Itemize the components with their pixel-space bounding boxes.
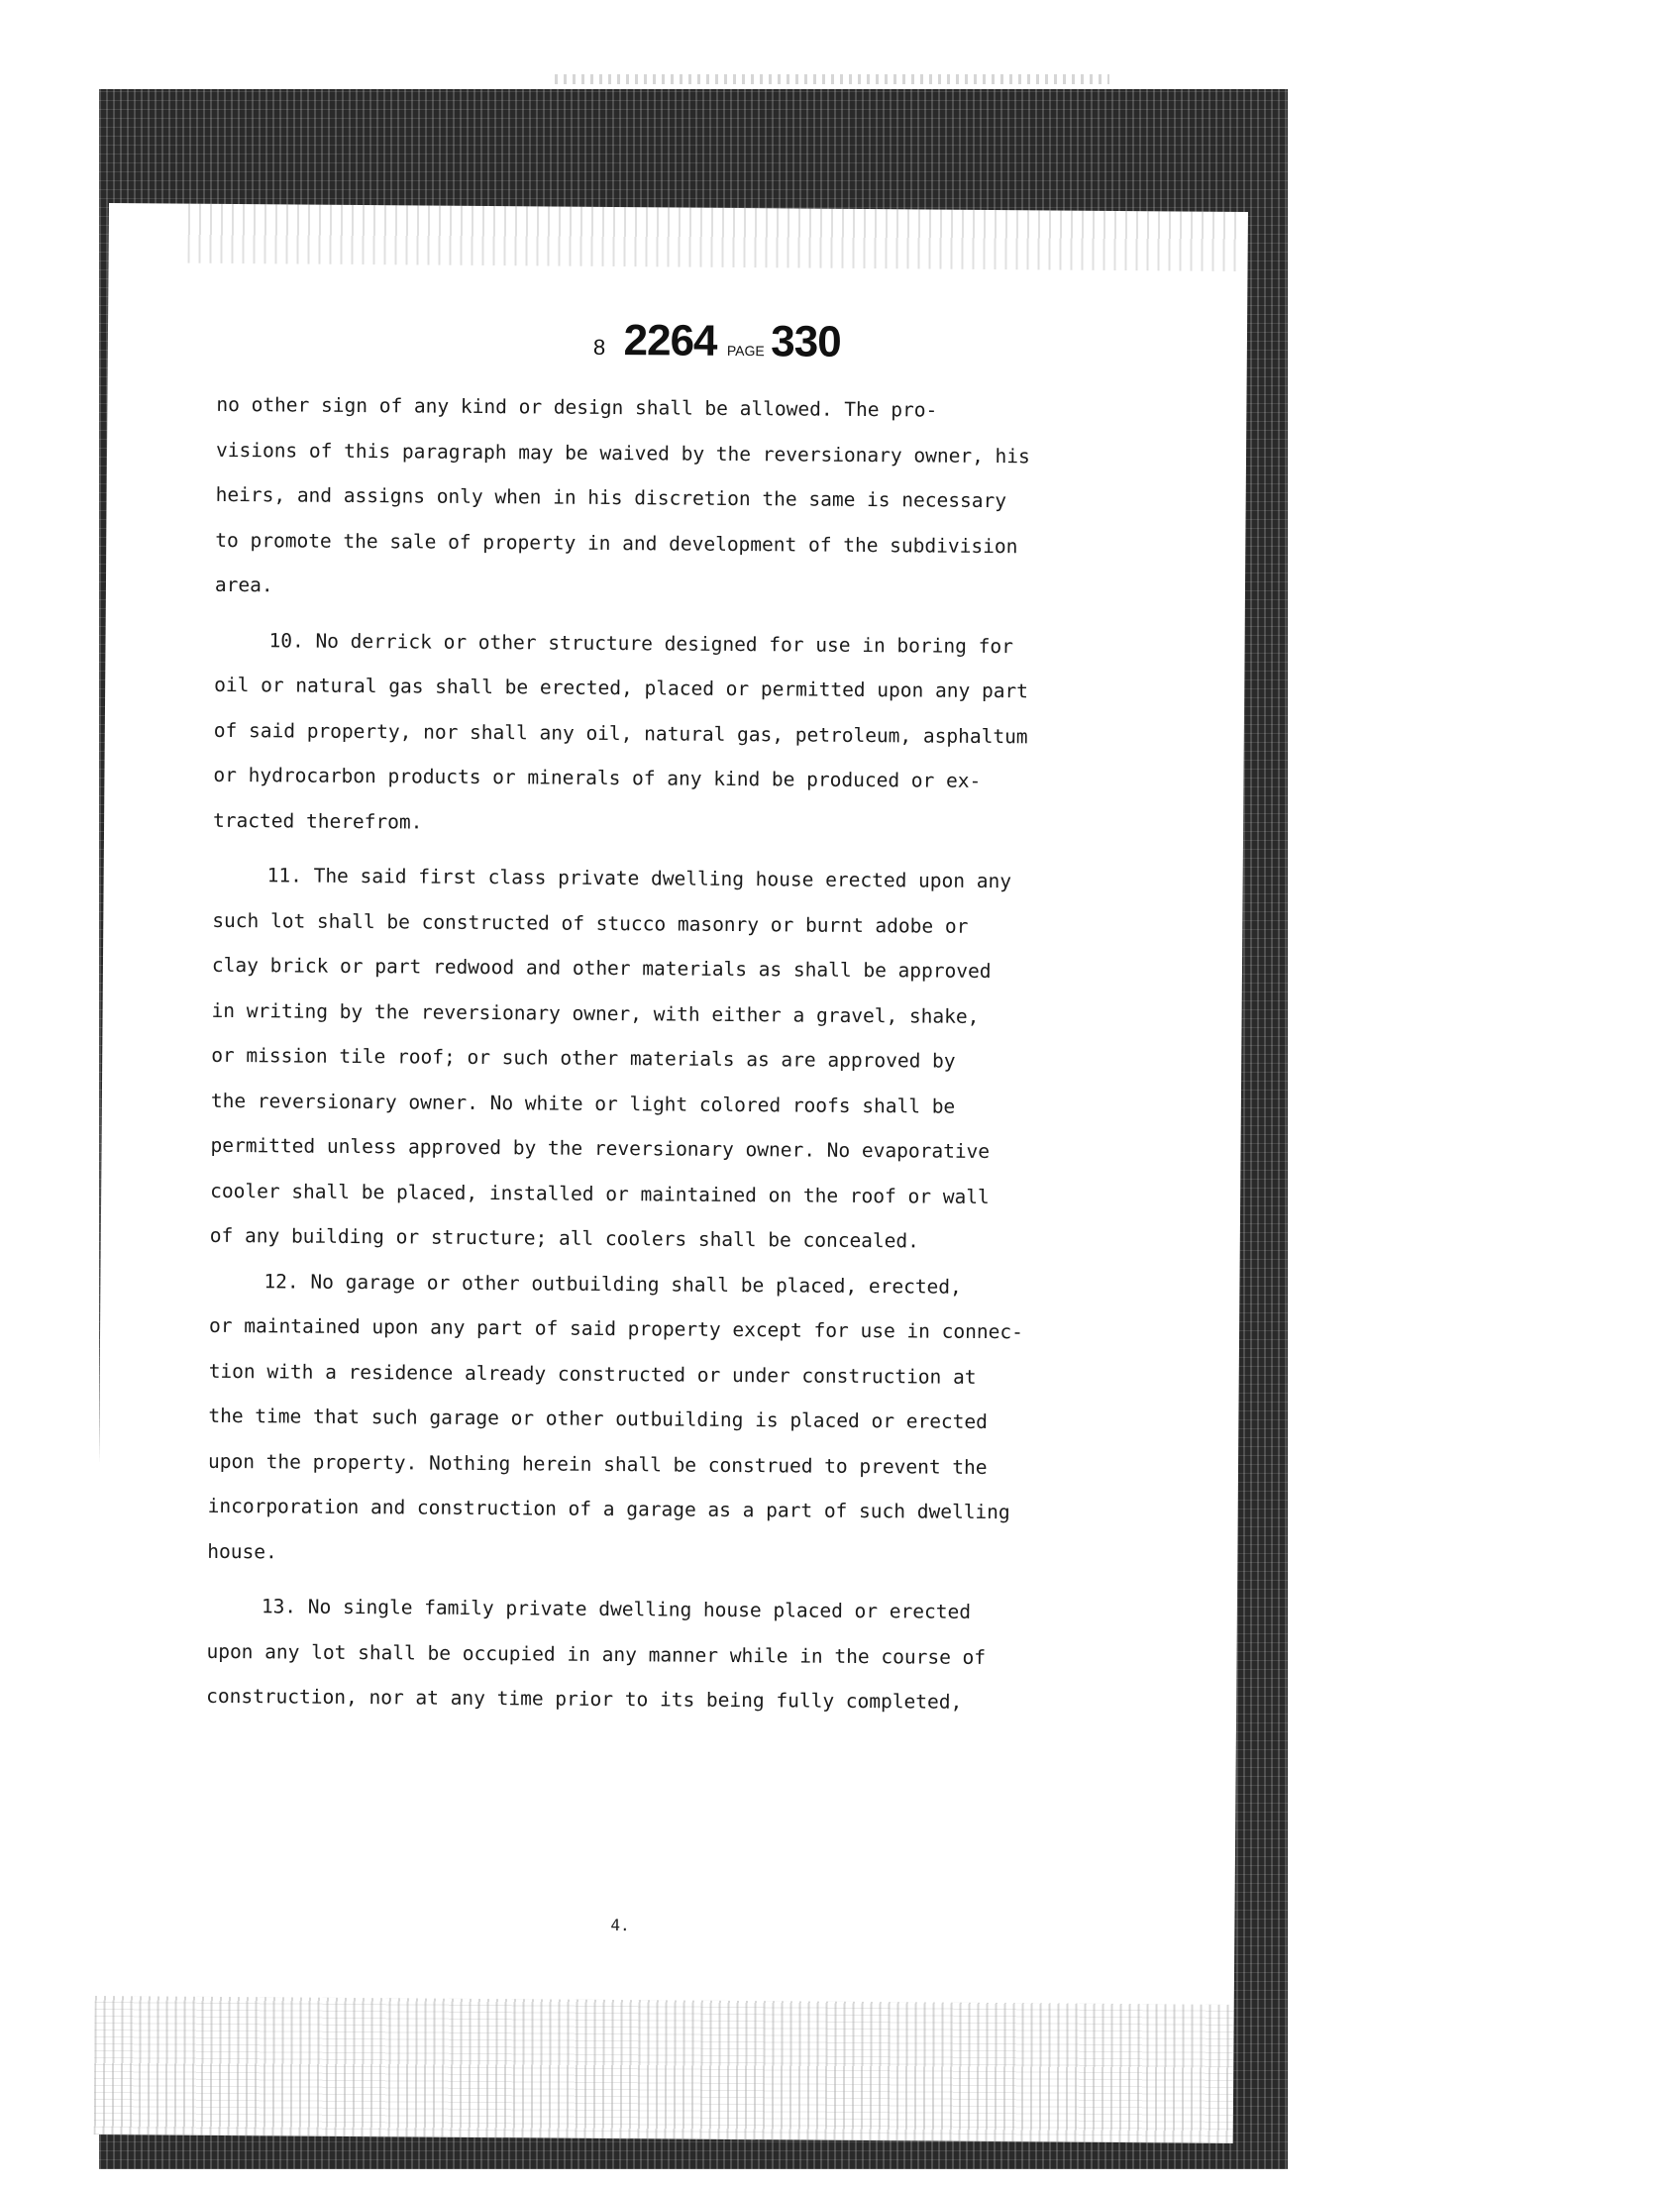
paragraph-continued bbox=[215, 382, 1217, 615]
text-line: area. bbox=[214, 573, 273, 597]
text-line: construction, nor at any time prior to its being fully completed, bbox=[206, 1684, 963, 1714]
paragraph-10 bbox=[213, 617, 1215, 850]
text-line: clay brick or part redwood and other materials as shall be approved bbox=[211, 953, 992, 984]
page-label: PAGE bbox=[726, 342, 765, 360]
text-line: tion with a residence already constructed or under construction at bbox=[208, 1359, 977, 1389]
paragraph-11 bbox=[210, 853, 1213, 1266]
text-line: house. bbox=[207, 1539, 277, 1563]
scan-noise-top bbox=[188, 204, 1238, 271]
text-line: oil or natural gas shall be erected, placed or permitted upon any part bbox=[214, 673, 1029, 703]
book-number: 2264 bbox=[623, 316, 717, 365]
text-line: or hydrocarbon products or minerals of any kind be produced or ex- bbox=[213, 763, 982, 792]
text-line: incorporation and construction of a garage as a part of such dwelling bbox=[207, 1494, 1010, 1524]
text-line: tracted therefrom. bbox=[213, 808, 423, 834]
text-line: heirs, and assigns only when in his discretion the same is necessary bbox=[215, 482, 1007, 513]
text-line: the reversionary owner. No white or light colored roofs shall be bbox=[210, 1089, 956, 1118]
text-line: 12. No garage or other outbuilding shall be placed, erected, bbox=[263, 1269, 962, 1299]
text-line: permitted unless approved by the reversionary owner. No evaporative bbox=[210, 1133, 991, 1164]
text-line: no other sign of any kind or design shall be allowed. The pro- bbox=[216, 392, 938, 422]
book-prefix: 8 bbox=[592, 334, 606, 360]
document-page bbox=[94, 203, 1248, 2143]
text-line: upon any lot shall be occupied in any manner while in the course of bbox=[206, 1639, 987, 1669]
text-line: 10. No derrick or other structure designed for use in boring for bbox=[268, 628, 1013, 658]
paragraph-13 bbox=[206, 1584, 1208, 1726]
page-footer-number: 4. bbox=[610, 1916, 630, 1935]
text-line: or mission tile roof; or such other materials as are approved by bbox=[211, 1043, 956, 1073]
scan-noise-bottom bbox=[94, 1996, 1234, 2143]
document-body bbox=[206, 382, 1217, 1726]
book-page-stamp bbox=[593, 316, 841, 367]
text-line: to promote the sale of property in and development of the subdivision bbox=[215, 528, 1018, 558]
text-line: visions of this paragraph may be waived by the reversionary owner, his bbox=[215, 438, 1030, 468]
paragraph-12 bbox=[207, 1258, 1209, 1581]
text-line: 13. No single family private dwelling house placed or erected bbox=[261, 1595, 972, 1623]
text-line: the time that such garage or other outbuilding is placed or erected bbox=[208, 1404, 989, 1434]
text-line: cooler shall be placed, installed or maintained on the roof or wall bbox=[210, 1179, 990, 1208]
text-line: upon the property. Nothing herein shall be construed to prevent the bbox=[207, 1449, 988, 1479]
text-line: of said property, nor shall any oil, natural gas, petroleum, asphaltum bbox=[213, 718, 1028, 748]
page-number: 330 bbox=[771, 317, 841, 366]
scan-noise bbox=[555, 74, 1109, 84]
text-line: in writing by the reversionary owner, with either a gravel, shake, bbox=[211, 998, 980, 1028]
text-line: 11. The said first class private dwelling house erected upon any bbox=[266, 864, 1012, 893]
text-line: of any building or structure; all coolers shall be concealed. bbox=[209, 1223, 920, 1253]
text-line: or maintained upon any part of said property except for use in connec- bbox=[209, 1313, 1023, 1344]
text-line: such lot shall be constructed of stucco masonry or burnt adobe or bbox=[212, 908, 969, 938]
